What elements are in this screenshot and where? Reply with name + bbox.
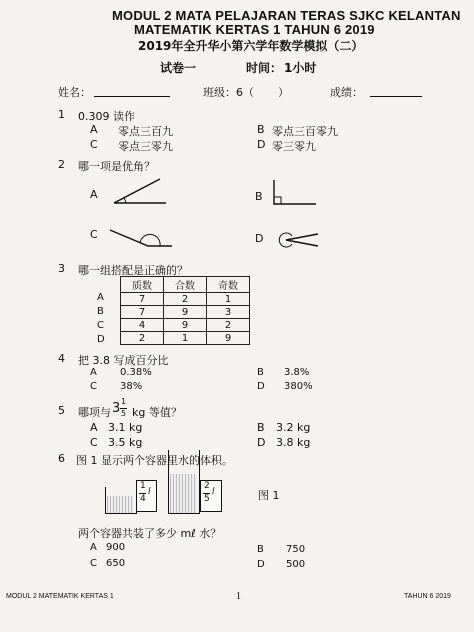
q1-option-a-text: 零点三百九 <box>118 125 173 138</box>
container-2-frac-denominator: 5 <box>204 494 210 504</box>
q6-question: 两个容器共装了多少 mℓ 水？ <box>78 527 222 540</box>
q1-option-b-label: B <box>257 123 265 136</box>
q4-option-a-label: A <box>90 367 97 378</box>
table-cell: 2 <box>207 319 250 332</box>
q2-option-c-label: C <box>90 228 98 241</box>
q4-option-b-label: B <box>257 367 264 378</box>
class-close: ） <box>278 86 289 99</box>
footer-left: MODUL 2 MATEMATIK KERTAS 1 <box>6 593 114 600</box>
q3-row-label: D <box>97 334 105 345</box>
score-label: 成绩： <box>330 86 363 99</box>
header-title-1: MODUL 2 MATA PELAJARAN TERAS SJKC KELANTAN <box>112 8 461 23</box>
q1-option-c-text: 零点三零九 <box>118 140 173 153</box>
q5-option-b-label: B <box>257 421 265 434</box>
container-1-water <box>107 496 134 513</box>
q3-table <box>120 276 250 345</box>
table-cell: 9 <box>164 306 207 319</box>
table-cell: 2 <box>121 332 164 345</box>
q5-frac-denominator: 5 <box>121 409 127 418</box>
header-title-2: MATEMATIK KERTAS 1 TAHUN 6 2019 <box>134 22 375 37</box>
container-1-unit: l <box>148 487 151 497</box>
table-header-row <box>121 277 250 293</box>
table-header-cell: 质数 <box>121 277 164 293</box>
q4-option-d-label: D <box>257 381 265 392</box>
q2-text: 哪一项是优角？ <box>78 160 155 173</box>
time-label: 时间： <box>246 61 283 75</box>
name-field-line <box>94 96 170 97</box>
q6-option-a-text: 900 <box>106 542 126 553</box>
q5-whole-number: 3 <box>112 401 121 416</box>
q5-number: 5 <box>58 404 65 417</box>
q5-option-a-label: A <box>90 421 98 434</box>
q1-option-a-label: A <box>90 123 98 136</box>
q4-number: 4 <box>58 352 65 365</box>
figure-label: 图 1 <box>258 489 280 502</box>
table-row <box>121 306 250 319</box>
angle-b-figure <box>270 178 318 208</box>
q4-option-b-text: 3.8% <box>284 367 310 378</box>
table-row <box>121 293 250 306</box>
container-1-frac-denominator: 4 <box>140 494 146 504</box>
table-row <box>121 319 250 332</box>
q6-option-c-label: C <box>90 558 97 569</box>
q2-option-b-label: B <box>255 190 263 203</box>
q5-option-d-text: 3.8 kg <box>276 436 311 449</box>
page-number: 1 <box>236 591 241 602</box>
name-label: 姓名： <box>58 86 91 99</box>
q5-frac-numerator: 1 <box>121 397 127 406</box>
q5-option-d-label: D <box>257 436 266 449</box>
table-cell: 4 <box>121 319 164 332</box>
paper-label: 试卷一 <box>160 61 197 75</box>
q6-option-b-label: B <box>257 544 264 555</box>
class-label: 班级：6（ <box>203 86 254 99</box>
angle-c-figure <box>108 222 174 252</box>
table-cell: 9 <box>207 332 250 345</box>
angle-d-figure <box>270 226 320 252</box>
q6-option-d-text: 500 <box>286 559 306 570</box>
q6-option-a-label: A <box>90 542 97 553</box>
q6-option-c-text: 650 <box>106 558 126 569</box>
table-cell: 7 <box>121 293 164 306</box>
q5-option-a-text: 3.1 kg <box>108 421 143 434</box>
table-cell: 3 <box>207 306 250 319</box>
table-header-cell: 奇数 <box>207 277 250 293</box>
q3-row-label: C <box>97 320 104 331</box>
table-cell: 9 <box>164 319 207 332</box>
container-2-frac-numerator: 2 <box>204 481 210 491</box>
q3-text: 哪一组搭配是正确的？ <box>78 264 188 277</box>
q1-option-d-text: 零三零九 <box>272 140 316 153</box>
q3-row-label: B <box>97 306 104 317</box>
q1-option-c-label: C <box>90 138 98 151</box>
q3-number: 3 <box>58 262 65 275</box>
q6-text: 图 1 显示两个容器里水的体积。 <box>76 454 233 467</box>
q2-option-a-label: A <box>90 188 98 201</box>
container-2-water <box>170 474 197 513</box>
container-2-unit: l <box>212 487 215 497</box>
q6-number: 6 <box>58 452 65 465</box>
score-field-line <box>370 96 422 97</box>
q1-option-d-label: D <box>257 138 266 151</box>
table-cell: 2 <box>164 293 207 306</box>
q4-option-c-label: C <box>90 381 97 392</box>
q5-option-c-text: 3.5 kg <box>108 436 143 449</box>
q3-row-label: A <box>97 292 104 303</box>
q4-option-d-text: 380% <box>284 381 313 392</box>
q4-option-c-text: 38% <box>120 381 143 392</box>
table-cell: 1 <box>207 293 250 306</box>
container-1-frac-numerator: 1 <box>140 481 146 491</box>
q4-text: 把 3.8 写成百分比 <box>78 354 169 367</box>
q5-option-b-text: 3.2 kg <box>276 421 311 434</box>
q5-text-pre: 哪项与 <box>78 406 111 419</box>
q2-number: 2 <box>58 158 65 171</box>
q5-text-post: kg 等值？ <box>132 406 182 419</box>
q1-number: 1 <box>58 108 65 121</box>
time-value: 1小时 <box>284 61 317 75</box>
table-cell: 1 <box>164 332 207 345</box>
q2-option-d-label: D <box>255 232 264 245</box>
q1-option-b-text: 零点三百零九 <box>272 125 338 138</box>
table-header-cell: 合数 <box>164 277 207 293</box>
q6-option-d-label: D <box>257 559 265 570</box>
footer-right: TAHUN 6 2019 <box>404 593 451 600</box>
header-title-3: 2019年全升华小第六学年数学模拟（二） <box>138 39 364 53</box>
q5-option-c-label: C <box>90 436 98 449</box>
q1-text: 0.309 读作 <box>78 110 135 123</box>
table-row <box>121 332 250 345</box>
table-cell: 7 <box>121 306 164 319</box>
q4-option-a-text: 0.38% <box>120 367 152 378</box>
q6-option-b-text: 750 <box>286 544 306 555</box>
angle-a-figure <box>108 176 168 208</box>
